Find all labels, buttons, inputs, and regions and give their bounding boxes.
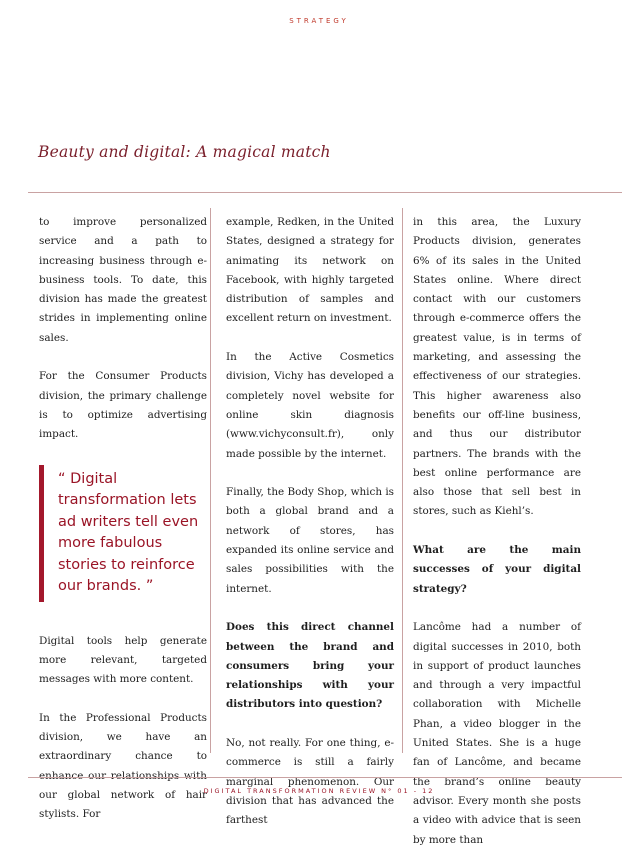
article-column-1	[39, 213, 207, 821]
paragraph: Digital tools help generate more relevant, targeted messages with more content.	[39, 634, 207, 686]
column-divider	[210, 208, 211, 753]
title-divider	[28, 192, 622, 193]
footer-divider	[28, 777, 622, 778]
paragraph: Lancôme had a number of digital successes in 2010, both in support of product launches and through a very impactful collaboration with Michelle Phan, a video blogger in the United States. She is a huge fan of Lancôme, and became the brand’s online beauty advisor. Every month she posts a video with advice that is seen by more than	[413, 621, 581, 846]
paragraph: Finally, the Body Shop, which is both a global brand and a network of stores, has expanded its online service and sales possibilities with the internet.	[226, 486, 394, 595]
interview-question: Does this direct channel between the brand and consumers bring your relationships with your distributors into question?	[226, 621, 394, 711]
footer-text: DIGITAL TRANSFORMATION REVIEW N° 01 - 12	[203, 787, 435, 795]
paragraph: in this area, the Luxury Products division, generates 6% of its sales in the United States online. Where direct contact with our customers through e-commerce offers the greatest value, is in terms of marketing, and assessing the effectiveness of our strategies. This higher awareness also benefits our off-line business, and thus our distributor partners. The brands with the best online performance are also those that sell best in stores, such as Kiehl’s.	[413, 216, 581, 518]
paragraph: example, Redken, in the United States, designed a strategy for animating its network on Facebook, with highly targeted distribution of samples and excellent return on investment.	[226, 216, 394, 325]
paragraph: In the Active Cosmetics division, Vichy has developed a completely novel website for online skin diagnosis (www.vichyconsult.fr), only made possible by the internet.	[226, 351, 394, 460]
pull-quote: “ Digital transformation lets ad writers tell even more fabulous stories to reinforce our brands. ”	[39, 465, 207, 602]
article-column-3	[413, 213, 581, 846]
paragraph: to improve personalized service and a path to increasing business through e-business tools. To date, this division has made the greatest strides in implementing online sales.	[39, 216, 207, 344]
paragraph: For the Consumer Products division, the primary challenge is to optimize advertising impact.	[39, 370, 207, 441]
paragraph: In the Professional Products division, we have an extraordinary chance to enhance our relationships with our global network of hair stylists. For	[39, 711, 207, 821]
section-label: STRATEGY	[289, 17, 349, 25]
paragraph: No, not really. For one thing, e-commerce is still a fairly marginal phenomenon. Our division that has advanced the farthest	[226, 737, 394, 827]
interview-question: What are the main successes of your digital strategy?	[413, 544, 581, 595]
article-title: Beauty and digital: A magical match	[38, 143, 331, 161]
column-divider	[402, 208, 403, 753]
